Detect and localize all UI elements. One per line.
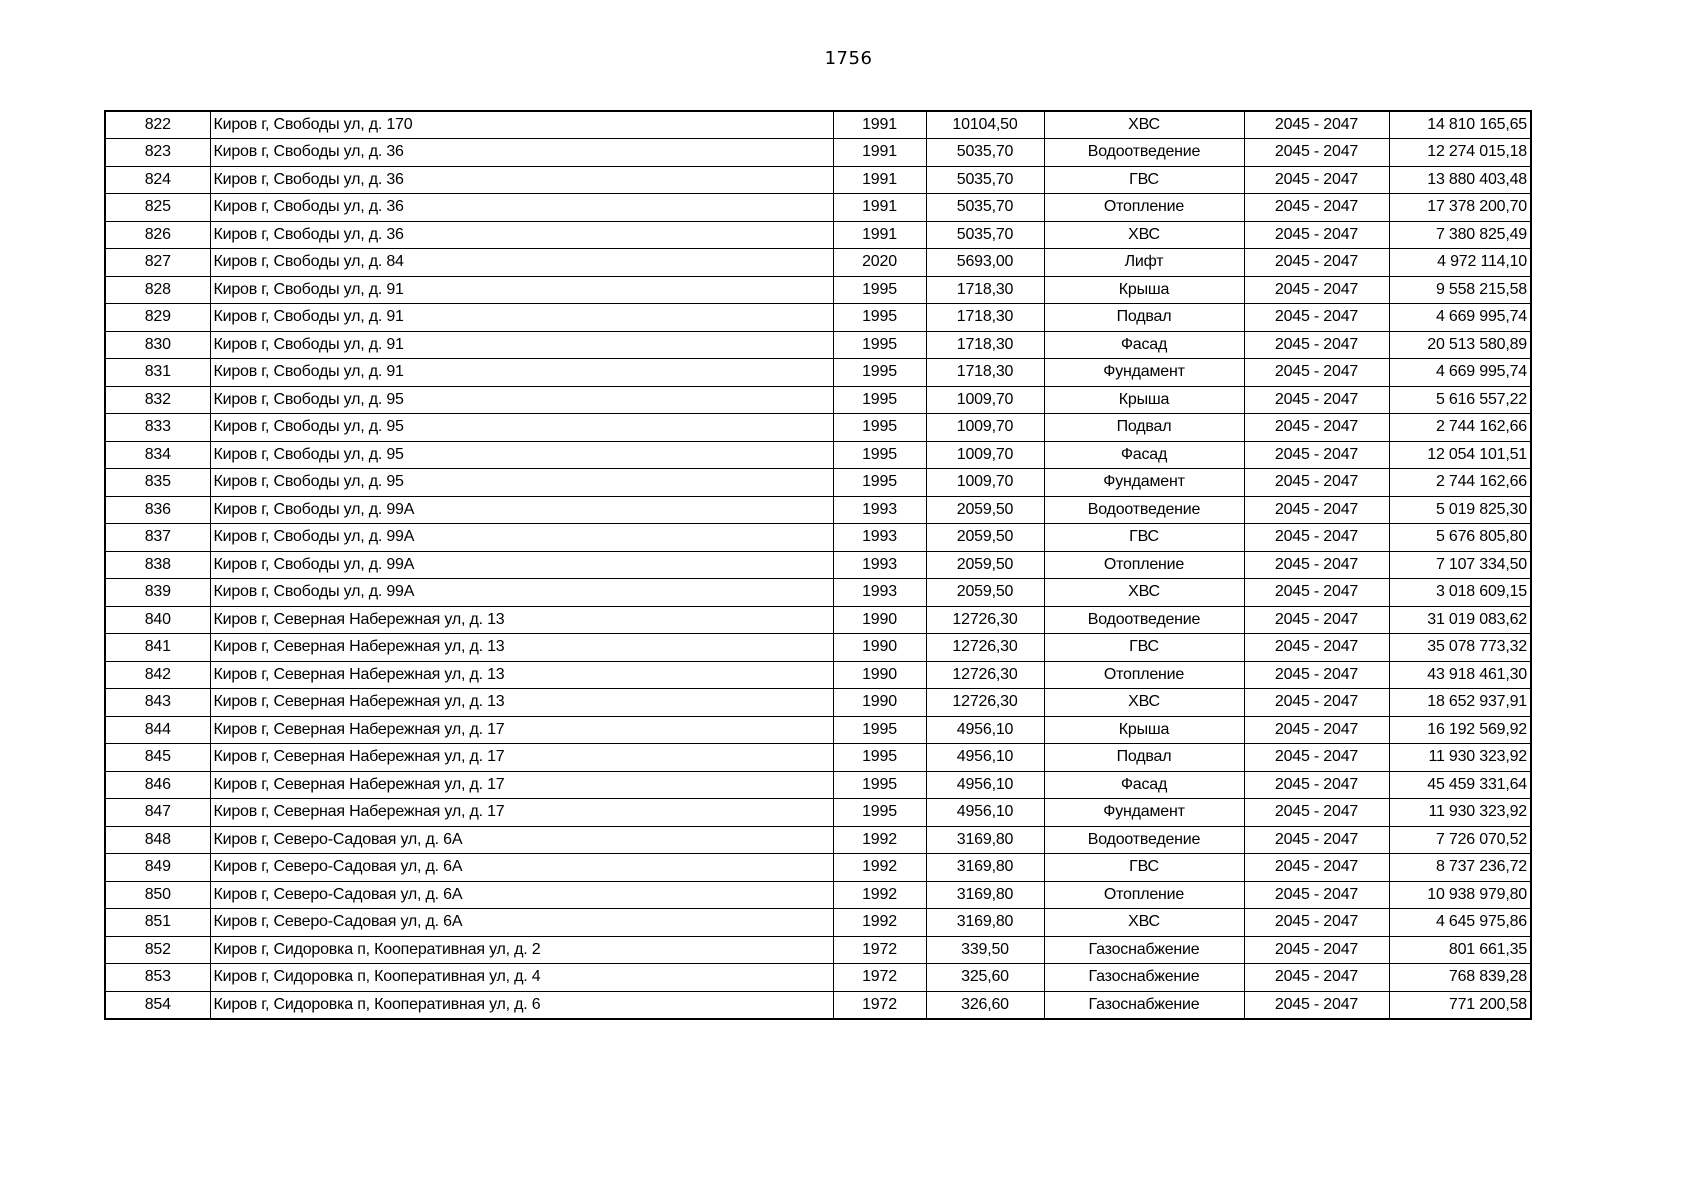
work-type-cell: Отопление — [1044, 881, 1244, 909]
row-number-cell: 848 — [105, 826, 210, 854]
year-cell: 1991 — [833, 111, 926, 139]
address-cell: Киров г, Северо-Садовая ул, д. 6А — [210, 881, 833, 909]
work-type-cell: Отопление — [1044, 661, 1244, 689]
period-cell: 2045 - 2047 — [1244, 276, 1389, 304]
registry-table — [104, 110, 1532, 1020]
row-number-cell: 825 — [105, 194, 210, 222]
area-cell: 3169,80 — [926, 881, 1044, 909]
period-cell: 2045 - 2047 — [1244, 716, 1389, 744]
area-cell: 12726,30 — [926, 689, 1044, 717]
cost-cell: 9 558 215,58 — [1389, 276, 1531, 304]
area-cell: 2059,50 — [926, 524, 1044, 552]
row-number-cell: 852 — [105, 936, 210, 964]
table-row — [105, 139, 1531, 167]
row-number-cell: 834 — [105, 441, 210, 469]
table-row — [105, 579, 1531, 607]
table-row — [105, 936, 1531, 964]
area-cell: 5035,70 — [926, 221, 1044, 249]
cost-cell: 5 616 557,22 — [1389, 386, 1531, 414]
row-number-cell: 824 — [105, 166, 210, 194]
table-row — [105, 881, 1531, 909]
year-cell: 1972 — [833, 936, 926, 964]
cost-cell: 11 930 323,92 — [1389, 744, 1531, 772]
area-cell: 5693,00 — [926, 249, 1044, 277]
year-cell: 1972 — [833, 991, 926, 1019]
table-row — [105, 716, 1531, 744]
year-cell: 1993 — [833, 496, 926, 524]
area-cell: 1718,30 — [926, 331, 1044, 359]
address-cell: Киров г, Свободы ул, д. 36 — [210, 139, 833, 167]
address-cell: Киров г, Северная Набережная ул, д. 13 — [210, 661, 833, 689]
address-cell: Киров г, Северная Набережная ул, д. 13 — [210, 606, 833, 634]
row-number-cell: 826 — [105, 221, 210, 249]
year-cell: 1991 — [833, 221, 926, 249]
cost-cell: 35 078 773,32 — [1389, 634, 1531, 662]
work-type-cell: Водоотведение — [1044, 826, 1244, 854]
area-cell: 2059,50 — [926, 579, 1044, 607]
cost-cell: 5 019 825,30 — [1389, 496, 1531, 524]
year-cell: 1993 — [833, 551, 926, 579]
year-cell: 1992 — [833, 909, 926, 937]
cost-cell: 7 726 070,52 — [1389, 826, 1531, 854]
area-cell: 2059,50 — [926, 551, 1044, 579]
work-type-cell: ГВС — [1044, 524, 1244, 552]
address-cell: Киров г, Свободы ул, д. 91 — [210, 331, 833, 359]
table-row — [105, 551, 1531, 579]
cost-cell: 17 378 200,70 — [1389, 194, 1531, 222]
address-cell: Киров г, Северная Набережная ул, д. 13 — [210, 689, 833, 717]
year-cell: 1995 — [833, 771, 926, 799]
row-number-cell: 844 — [105, 716, 210, 744]
row-number-cell: 830 — [105, 331, 210, 359]
period-cell: 2045 - 2047 — [1244, 441, 1389, 469]
row-number-cell: 851 — [105, 909, 210, 937]
period-cell: 2045 - 2047 — [1244, 304, 1389, 332]
period-cell: 2045 - 2047 — [1244, 964, 1389, 992]
cost-cell: 18 652 937,91 — [1389, 689, 1531, 717]
address-cell: Киров г, Северная Набережная ул, д. 17 — [210, 744, 833, 772]
cost-cell: 11 930 323,92 — [1389, 799, 1531, 827]
cost-cell: 13 880 403,48 — [1389, 166, 1531, 194]
row-number-cell: 822 — [105, 111, 210, 139]
area-cell: 1718,30 — [926, 359, 1044, 387]
work-type-cell: ГВС — [1044, 166, 1244, 194]
work-type-cell: Водоотведение — [1044, 139, 1244, 167]
year-cell: 1991 — [833, 139, 926, 167]
period-cell: 2045 - 2047 — [1244, 359, 1389, 387]
table-row — [105, 799, 1531, 827]
area-cell: 10104,50 — [926, 111, 1044, 139]
cost-cell: 2 744 162,66 — [1389, 414, 1531, 442]
period-cell: 2045 - 2047 — [1244, 221, 1389, 249]
work-type-cell: Фасад — [1044, 331, 1244, 359]
cost-cell: 3 018 609,15 — [1389, 579, 1531, 607]
row-number-cell: 842 — [105, 661, 210, 689]
area-cell: 339,50 — [926, 936, 1044, 964]
row-number-cell: 823 — [105, 139, 210, 167]
year-cell: 1995 — [833, 304, 926, 332]
year-cell: 1995 — [833, 744, 926, 772]
work-type-cell: ХВС — [1044, 689, 1244, 717]
period-cell: 2045 - 2047 — [1244, 991, 1389, 1019]
table-row — [105, 826, 1531, 854]
year-cell: 1991 — [833, 166, 926, 194]
row-number-cell: 843 — [105, 689, 210, 717]
row-number-cell: 854 — [105, 991, 210, 1019]
cost-cell: 5 676 805,80 — [1389, 524, 1531, 552]
year-cell: 1990 — [833, 634, 926, 662]
table-row — [105, 964, 1531, 992]
cost-cell: 4 669 995,74 — [1389, 359, 1531, 387]
row-number-cell: 829 — [105, 304, 210, 332]
year-cell: 1995 — [833, 799, 926, 827]
work-type-cell: Подвал — [1044, 414, 1244, 442]
period-cell: 2045 - 2047 — [1244, 139, 1389, 167]
address-cell: Киров г, Северо-Садовая ул, д. 6А — [210, 909, 833, 937]
work-type-cell: Подвал — [1044, 744, 1244, 772]
year-cell: 1995 — [833, 359, 926, 387]
cost-cell: 12 274 015,18 — [1389, 139, 1531, 167]
year-cell: 1995 — [833, 276, 926, 304]
row-number-cell: 850 — [105, 881, 210, 909]
table-row — [105, 524, 1531, 552]
period-cell: 2045 - 2047 — [1244, 111, 1389, 139]
work-type-cell: Лифт — [1044, 249, 1244, 277]
address-cell: Киров г, Свободы ул, д. 36 — [210, 166, 833, 194]
work-type-cell: Фасад — [1044, 441, 1244, 469]
period-cell: 2045 - 2047 — [1244, 606, 1389, 634]
year-cell: 1993 — [833, 524, 926, 552]
table-row — [105, 634, 1531, 662]
year-cell: 1990 — [833, 689, 926, 717]
address-cell: Киров г, Свободы ул, д. 36 — [210, 221, 833, 249]
row-number-cell: 846 — [105, 771, 210, 799]
address-cell: Киров г, Свободы ул, д. 95 — [210, 386, 833, 414]
table-row — [105, 166, 1531, 194]
address-cell: Киров г, Сидоровка п, Кооперативная ул, д. 2 — [210, 936, 833, 964]
address-cell: Киров г, Северо-Садовая ул, д. 6А — [210, 826, 833, 854]
work-type-cell: ГВС — [1044, 634, 1244, 662]
period-cell: 2045 - 2047 — [1244, 579, 1389, 607]
page-number: 1756 — [824, 48, 873, 69]
table-row — [105, 496, 1531, 524]
area-cell: 1718,30 — [926, 304, 1044, 332]
cost-cell: 771 200,58 — [1389, 991, 1531, 1019]
period-cell: 2045 - 2047 — [1244, 854, 1389, 882]
address-cell: Киров г, Свободы ул, д. 99А — [210, 496, 833, 524]
table-row — [105, 744, 1531, 772]
area-cell: 3169,80 — [926, 909, 1044, 937]
year-cell: 1992 — [833, 854, 926, 882]
address-cell: Киров г, Свободы ул, д. 84 — [210, 249, 833, 277]
area-cell: 1718,30 — [926, 276, 1044, 304]
period-cell: 2045 - 2047 — [1244, 166, 1389, 194]
address-cell: Киров г, Свободы ул, д. 95 — [210, 441, 833, 469]
row-number-cell: 849 — [105, 854, 210, 882]
work-type-cell: Газоснабжение — [1044, 936, 1244, 964]
address-cell: Киров г, Свободы ул, д. 99А — [210, 551, 833, 579]
period-cell: 2045 - 2047 — [1244, 909, 1389, 937]
area-cell: 12726,30 — [926, 634, 1044, 662]
cost-cell: 8 737 236,72 — [1389, 854, 1531, 882]
area-cell: 12726,30 — [926, 661, 1044, 689]
row-number-cell: 828 — [105, 276, 210, 304]
period-cell: 2045 - 2047 — [1244, 551, 1389, 579]
period-cell: 2045 - 2047 — [1244, 194, 1389, 222]
cost-cell: 31 019 083,62 — [1389, 606, 1531, 634]
work-type-cell: ГВС — [1044, 854, 1244, 882]
address-cell: Киров г, Северо-Садовая ул, д. 6А — [210, 854, 833, 882]
area-cell: 1009,70 — [926, 386, 1044, 414]
period-cell: 2045 - 2047 — [1244, 469, 1389, 497]
row-number-cell: 840 — [105, 606, 210, 634]
period-cell: 2045 - 2047 — [1244, 661, 1389, 689]
row-number-cell: 841 — [105, 634, 210, 662]
table-row — [105, 221, 1531, 249]
table-row — [105, 249, 1531, 277]
area-cell: 1009,70 — [926, 441, 1044, 469]
work-type-cell: Отопление — [1044, 194, 1244, 222]
work-type-cell: Крыша — [1044, 386, 1244, 414]
row-number-cell: 853 — [105, 964, 210, 992]
work-type-cell: Отопление — [1044, 551, 1244, 579]
area-cell: 4956,10 — [926, 771, 1044, 799]
table-row — [105, 661, 1531, 689]
cost-cell: 10 938 979,80 — [1389, 881, 1531, 909]
table-row — [105, 606, 1531, 634]
year-cell: 2020 — [833, 249, 926, 277]
period-cell: 2045 - 2047 — [1244, 936, 1389, 964]
table-row — [105, 414, 1531, 442]
year-cell: 1995 — [833, 441, 926, 469]
area-cell: 5035,70 — [926, 166, 1044, 194]
table-row — [105, 441, 1531, 469]
year-cell: 1995 — [833, 331, 926, 359]
cost-cell: 14 810 165,65 — [1389, 111, 1531, 139]
row-number-cell: 838 — [105, 551, 210, 579]
period-cell: 2045 - 2047 — [1244, 744, 1389, 772]
area-cell: 4956,10 — [926, 716, 1044, 744]
area-cell: 325,60 — [926, 964, 1044, 992]
area-cell: 12726,30 — [926, 606, 1044, 634]
period-cell: 2045 - 2047 — [1244, 414, 1389, 442]
cost-cell: 768 839,28 — [1389, 964, 1531, 992]
cost-cell: 20 513 580,89 — [1389, 331, 1531, 359]
table-row — [105, 854, 1531, 882]
year-cell: 1995 — [833, 414, 926, 442]
cost-cell: 45 459 331,64 — [1389, 771, 1531, 799]
registry-table-body — [105, 111, 1531, 1019]
year-cell: 1993 — [833, 579, 926, 607]
row-number-cell: 835 — [105, 469, 210, 497]
work-type-cell: Фундамент — [1044, 799, 1244, 827]
row-number-cell: 833 — [105, 414, 210, 442]
address-cell: Киров г, Свободы ул, д. 95 — [210, 414, 833, 442]
work-type-cell: ХВС — [1044, 111, 1244, 139]
cost-cell: 4 972 114,10 — [1389, 249, 1531, 277]
year-cell: 1991 — [833, 194, 926, 222]
table-row — [105, 469, 1531, 497]
row-number-cell: 836 — [105, 496, 210, 524]
address-cell: Киров г, Северная Набережная ул, д. 13 — [210, 634, 833, 662]
work-type-cell: ХВС — [1044, 221, 1244, 249]
period-cell: 2045 - 2047 — [1244, 771, 1389, 799]
period-cell: 2045 - 2047 — [1244, 634, 1389, 662]
work-type-cell: Газоснабжение — [1044, 964, 1244, 992]
table-row — [105, 194, 1531, 222]
cost-cell: 43 918 461,30 — [1389, 661, 1531, 689]
row-number-cell: 827 — [105, 249, 210, 277]
year-cell: 1972 — [833, 964, 926, 992]
work-type-cell: Водоотведение — [1044, 606, 1244, 634]
period-cell: 2045 - 2047 — [1244, 799, 1389, 827]
row-number-cell: 831 — [105, 359, 210, 387]
area-cell: 1009,70 — [926, 414, 1044, 442]
cost-cell: 7 107 334,50 — [1389, 551, 1531, 579]
area-cell: 5035,70 — [926, 194, 1044, 222]
address-cell: Киров г, Свободы ул, д. 170 — [210, 111, 833, 139]
table-row — [105, 276, 1531, 304]
period-cell: 2045 - 2047 — [1244, 386, 1389, 414]
year-cell: 1995 — [833, 469, 926, 497]
table-row — [105, 991, 1531, 1019]
table-row — [105, 689, 1531, 717]
work-type-cell: ХВС — [1044, 909, 1244, 937]
address-cell: Киров г, Северная Набережная ул, д. 17 — [210, 799, 833, 827]
cost-cell: 12 054 101,51 — [1389, 441, 1531, 469]
period-cell: 2045 - 2047 — [1244, 881, 1389, 909]
row-number-cell: 832 — [105, 386, 210, 414]
area-cell: 4956,10 — [926, 744, 1044, 772]
period-cell: 2045 - 2047 — [1244, 331, 1389, 359]
work-type-cell: Крыша — [1044, 716, 1244, 744]
cost-cell: 16 192 569,92 — [1389, 716, 1531, 744]
year-cell: 1990 — [833, 661, 926, 689]
period-cell: 2045 - 2047 — [1244, 249, 1389, 277]
work-type-cell: Газоснабжение — [1044, 991, 1244, 1019]
period-cell: 2045 - 2047 — [1244, 689, 1389, 717]
table-row — [105, 386, 1531, 414]
address-cell: Киров г, Свободы ул, д. 36 — [210, 194, 833, 222]
area-cell: 326,60 — [926, 991, 1044, 1019]
address-cell: Киров г, Свободы ул, д. 99А — [210, 524, 833, 552]
address-cell: Киров г, Сидоровка п, Кооперативная ул, д. 4 — [210, 964, 833, 992]
cost-cell: 7 380 825,49 — [1389, 221, 1531, 249]
year-cell: 1992 — [833, 826, 926, 854]
cost-cell: 4 645 975,86 — [1389, 909, 1531, 937]
work-type-cell: Подвал — [1044, 304, 1244, 332]
work-type-cell: Водоотведение — [1044, 496, 1244, 524]
year-cell: 1995 — [833, 386, 926, 414]
row-number-cell: 839 — [105, 579, 210, 607]
cost-cell: 801 661,35 — [1389, 936, 1531, 964]
address-cell: Киров г, Свободы ул, д. 95 — [210, 469, 833, 497]
period-cell: 2045 - 2047 — [1244, 496, 1389, 524]
address-cell: Киров г, Свободы ул, д. 91 — [210, 304, 833, 332]
area-cell: 3169,80 — [926, 826, 1044, 854]
row-number-cell: 847 — [105, 799, 210, 827]
table-row — [105, 111, 1531, 139]
work-type-cell: Крыша — [1044, 276, 1244, 304]
row-number-cell: 837 — [105, 524, 210, 552]
area-cell: 5035,70 — [926, 139, 1044, 167]
address-cell: Киров г, Сидоровка п, Кооперативная ул, д. 6 — [210, 991, 833, 1019]
address-cell: Киров г, Северная Набережная ул, д. 17 — [210, 771, 833, 799]
table-row — [105, 909, 1531, 937]
address-cell: Киров г, Свободы ул, д. 91 — [210, 276, 833, 304]
table-row — [105, 331, 1531, 359]
period-cell: 2045 - 2047 — [1244, 524, 1389, 552]
table-row — [105, 304, 1531, 332]
year-cell: 1990 — [833, 606, 926, 634]
year-cell: 1995 — [833, 716, 926, 744]
work-type-cell: ХВС — [1044, 579, 1244, 607]
year-cell: 1992 — [833, 881, 926, 909]
area-cell: 4956,10 — [926, 799, 1044, 827]
table-row — [105, 359, 1531, 387]
area-cell: 3169,80 — [926, 854, 1044, 882]
area-cell: 2059,50 — [926, 496, 1044, 524]
area-cell: 1009,70 — [926, 469, 1044, 497]
address-cell: Киров г, Северная Набережная ул, д. 17 — [210, 716, 833, 744]
period-cell: 2045 - 2047 — [1244, 826, 1389, 854]
cost-cell: 2 744 162,66 — [1389, 469, 1531, 497]
cost-cell: 4 669 995,74 — [1389, 304, 1531, 332]
table-row — [105, 771, 1531, 799]
work-type-cell: Фундамент — [1044, 359, 1244, 387]
work-type-cell: Фасад — [1044, 771, 1244, 799]
address-cell: Киров г, Свободы ул, д. 99А — [210, 579, 833, 607]
address-cell: Киров г, Свободы ул, д. 91 — [210, 359, 833, 387]
work-type-cell: Фундамент — [1044, 469, 1244, 497]
row-number-cell: 845 — [105, 744, 210, 772]
